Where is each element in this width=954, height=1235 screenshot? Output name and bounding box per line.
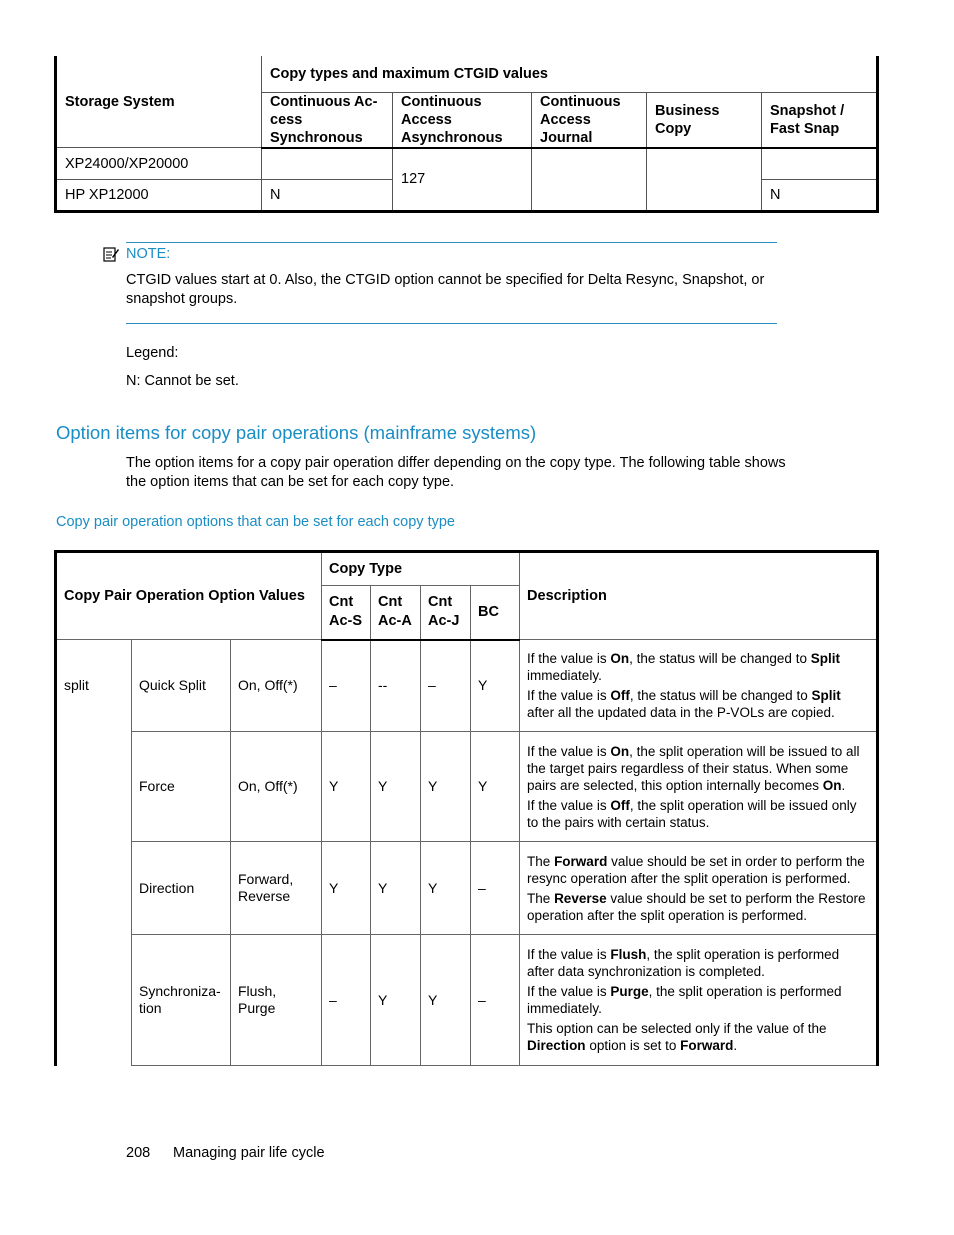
table-cell-values: Flush, Purge	[231, 935, 322, 1066]
description-keyword: On	[610, 651, 630, 666]
description-keyword: Off	[610, 688, 630, 703]
table-cell-description	[520, 935, 878, 1066]
table-cell-description	[520, 640, 878, 732]
table-cell-cnt-ac-s: –	[322, 935, 371, 1066]
description-paragraph	[527, 797, 869, 831]
table-cell: N	[762, 180, 878, 212]
table-cell-cnt-ac-j: Y	[421, 842, 471, 935]
description-keyword: Direction	[527, 1038, 586, 1053]
note-icon	[103, 246, 119, 262]
description-text: .	[841, 777, 846, 793]
header-snapshot: Snapshot / Fast Snap	[762, 92, 878, 148]
table-caption: Copy pair operation options that can be set for each copy type	[56, 514, 455, 530]
table-cell	[262, 148, 393, 180]
table-row	[56, 935, 878, 1066]
ctgid-table	[54, 56, 879, 213]
table-row	[56, 640, 878, 732]
description-paragraph	[527, 853, 869, 887]
table-cell-description	[520, 732, 878, 842]
header-cas: Continuous Access Synchronous	[262, 92, 393, 148]
header-cnt-ac-a: Cnt Ac-A	[371, 586, 421, 640]
description-text: after all the updated data in the P-VOLs are copied.	[527, 705, 835, 720]
description-text: The	[527, 853, 555, 869]
description-keyword: On	[822, 777, 842, 793]
description-text: option is set to	[585, 1038, 681, 1053]
table-cell-system: XP24000/XP20000	[56, 148, 262, 180]
table-cell-cnt-ac-j: –	[421, 640, 471, 732]
table-row	[56, 732, 878, 842]
table-row	[56, 842, 878, 935]
description-text: , the status will be changed to	[629, 688, 812, 703]
description-keyword: Flush	[610, 947, 647, 962]
table-cell-cnt-ac-s: Y	[322, 842, 371, 935]
table-cell-operation	[56, 842, 132, 935]
description-keyword: Off	[610, 797, 630, 813]
description-keyword: On	[610, 743, 630, 759]
description-text: If the value is	[527, 797, 611, 813]
description-text: If the value is	[527, 984, 611, 999]
copy-pair-options-table	[54, 550, 879, 1066]
description-paragraph	[527, 687, 869, 721]
description-text: , the split operation is performed immediately.	[527, 984, 842, 1016]
legend-label: Legend:	[126, 345, 179, 361]
note-top-rule	[126, 242, 777, 243]
description-text: If the value is	[527, 688, 611, 703]
note-label: NOTE:	[126, 246, 171, 262]
table-cell-system: HP XP12000	[56, 180, 262, 212]
note-text: CTGID values start at 0. Also, the CTGID option cannot be specified for Delta Resync, Snapshot, or snapshot groups.	[126, 272, 765, 307]
table-cell-bc: –	[471, 842, 520, 935]
section-heading: Option items for copy pair operations (mainframe systems)	[56, 422, 537, 443]
table-cell-option: Synchronization	[132, 935, 231, 1066]
table-cell-cnt-ac-j: Y	[421, 732, 471, 842]
page-number: 208	[126, 1145, 151, 1161]
header-caj: Continuous Access Journal	[532, 92, 647, 148]
table-cell-bc: Y	[471, 732, 520, 842]
description-paragraph	[527, 890, 869, 924]
footer-title: Managing pair life cycle	[173, 1145, 325, 1161]
table-cell-values: Forward, Reverse	[231, 842, 322, 935]
description-keyword: Split	[810, 651, 840, 666]
table-cell: N	[262, 180, 393, 212]
description-text: The	[527, 890, 555, 906]
header-cnt-ac-s: Cnt Ac-S	[322, 586, 371, 640]
section-intro: The option items for a copy pair operation differ depending on the copy type. The following table shows the option items that can be set for each copy type.	[126, 455, 786, 490]
description-text: If the value is	[527, 651, 611, 666]
description-text: value should be set in order to perform the resync operation after the split operation is performed.	[527, 853, 865, 886]
description-text: , the split operation is performed after data synchronization is completed.	[527, 947, 840, 979]
header-caa: Continuous Access Asynchronous	[393, 92, 532, 148]
table-cell-operation: split	[56, 640, 132, 732]
header-bc: Business Copy	[647, 92, 762, 148]
legend-item: N: Cannot be set.	[126, 373, 239, 389]
description-text: immediately.	[527, 668, 602, 683]
description-paragraph	[527, 743, 869, 794]
description-keyword: Purge	[610, 984, 649, 999]
description-text: .	[733, 1038, 738, 1053]
table-cell	[532, 148, 647, 212]
description-paragraph	[527, 650, 869, 684]
description-text: If the value is	[527, 743, 611, 759]
description-text: If the value is	[527, 947, 611, 962]
description-text: , the status will be changed to	[629, 651, 811, 666]
header-copy-type: Copy Type	[322, 552, 520, 586]
header-operation: Copy Pair Operation Option Values	[56, 552, 322, 640]
table-cell-cnt-ac-j: Y	[421, 935, 471, 1066]
table-cell	[762, 148, 878, 180]
table-cell-values: On, Off(*)	[231, 640, 322, 732]
table-cell-cnt-ac-a: Y	[371, 935, 421, 1066]
table-cell-operation	[56, 732, 132, 842]
description-paragraph	[527, 983, 869, 1017]
description-paragraph	[527, 1020, 869, 1054]
table-cell-cnt-ac-a: Y	[371, 842, 421, 935]
table-cell-cnt-ac-a: Y	[371, 732, 421, 842]
description-keyword: Forward	[554, 853, 608, 869]
header-description: Description	[520, 552, 878, 640]
table-cell-option: Force	[132, 732, 231, 842]
table-cell-bc: –	[471, 935, 520, 1066]
table-cell	[647, 148, 762, 212]
note-bottom-rule	[126, 323, 777, 324]
description-text: , the split operation will be issued only to the pairs with certain status.	[527, 797, 857, 830]
header-storage-system: Storage System	[56, 56, 262, 148]
table-cell-bc: Y	[471, 640, 520, 732]
table-cell-cnt-ac-s: Y	[322, 732, 371, 842]
description-text: , the split operation will be issued to all the target pairs regardless of their status. When some pairs are selected, this option internally becomes	[527, 743, 860, 793]
description-keyword: Forward	[680, 1038, 734, 1053]
description-text: This option can be selected only if the value of the	[527, 1021, 827, 1036]
description-keyword: Reverse	[554, 890, 607, 906]
table-cell-values: On, Off(*)	[231, 732, 322, 842]
table-cell-description	[520, 842, 878, 935]
table-cell-option: Quick Split	[132, 640, 231, 732]
table-cell-ctgid-max: 127	[393, 148, 532, 212]
description-text: value should be set to perform the Restore operation after the split operation is performed.	[527, 890, 866, 923]
header-cnt-ac-j: Cnt Ac-J	[421, 586, 471, 640]
table-cell-cnt-ac-a: --	[371, 640, 421, 732]
description-paragraph	[527, 946, 869, 980]
table-cell-cnt-ac-s: –	[322, 640, 371, 732]
description-keyword: Split	[811, 688, 841, 703]
header-bc: BC	[471, 586, 520, 640]
header-copy-types: Copy types and maximum CTGID values	[262, 56, 878, 92]
table-cell-option: Direction	[132, 842, 231, 935]
table-cell-operation	[56, 935, 132, 1066]
